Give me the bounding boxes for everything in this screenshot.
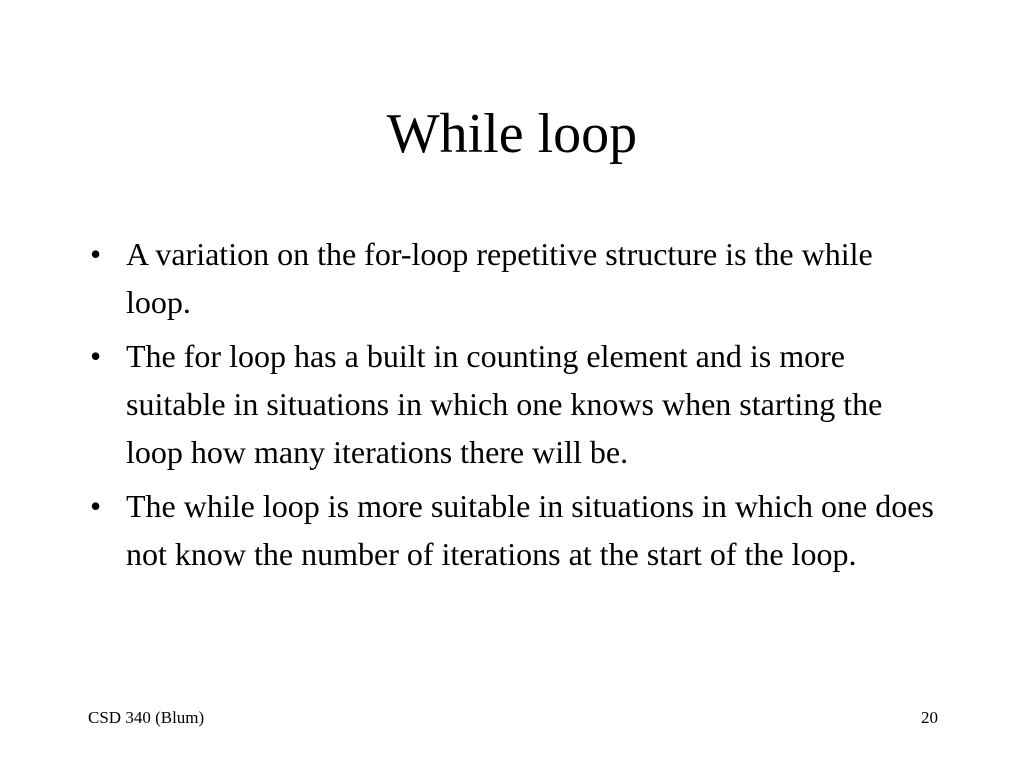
footer-course-label: CSD 340 (Blum) <box>88 708 205 727</box>
bullet-list <box>90 230 940 584</box>
bullet-icon: • <box>90 488 102 524</box>
bullet-icon: • <box>90 338 102 374</box>
bullet-item <box>90 230 940 326</box>
bullet-item <box>90 332 940 476</box>
bullet-item <box>90 482 940 578</box>
bullet-icon: • <box>90 236 102 272</box>
footer-page-number: 20 <box>921 708 938 727</box>
bullet-text: A variation on the for-loop repetitive structure is the while loop. <box>126 236 873 320</box>
bullet-text: The while loop is more suitable in situations in which one does not know the number of iterations at the start of the loop. <box>126 488 934 572</box>
slide-title: While loop <box>386 103 638 165</box>
bullet-text: The for loop has a built in counting element and is more suitable in situations in which one knows when starting the loop how many iterations there will be. <box>126 338 883 470</box>
